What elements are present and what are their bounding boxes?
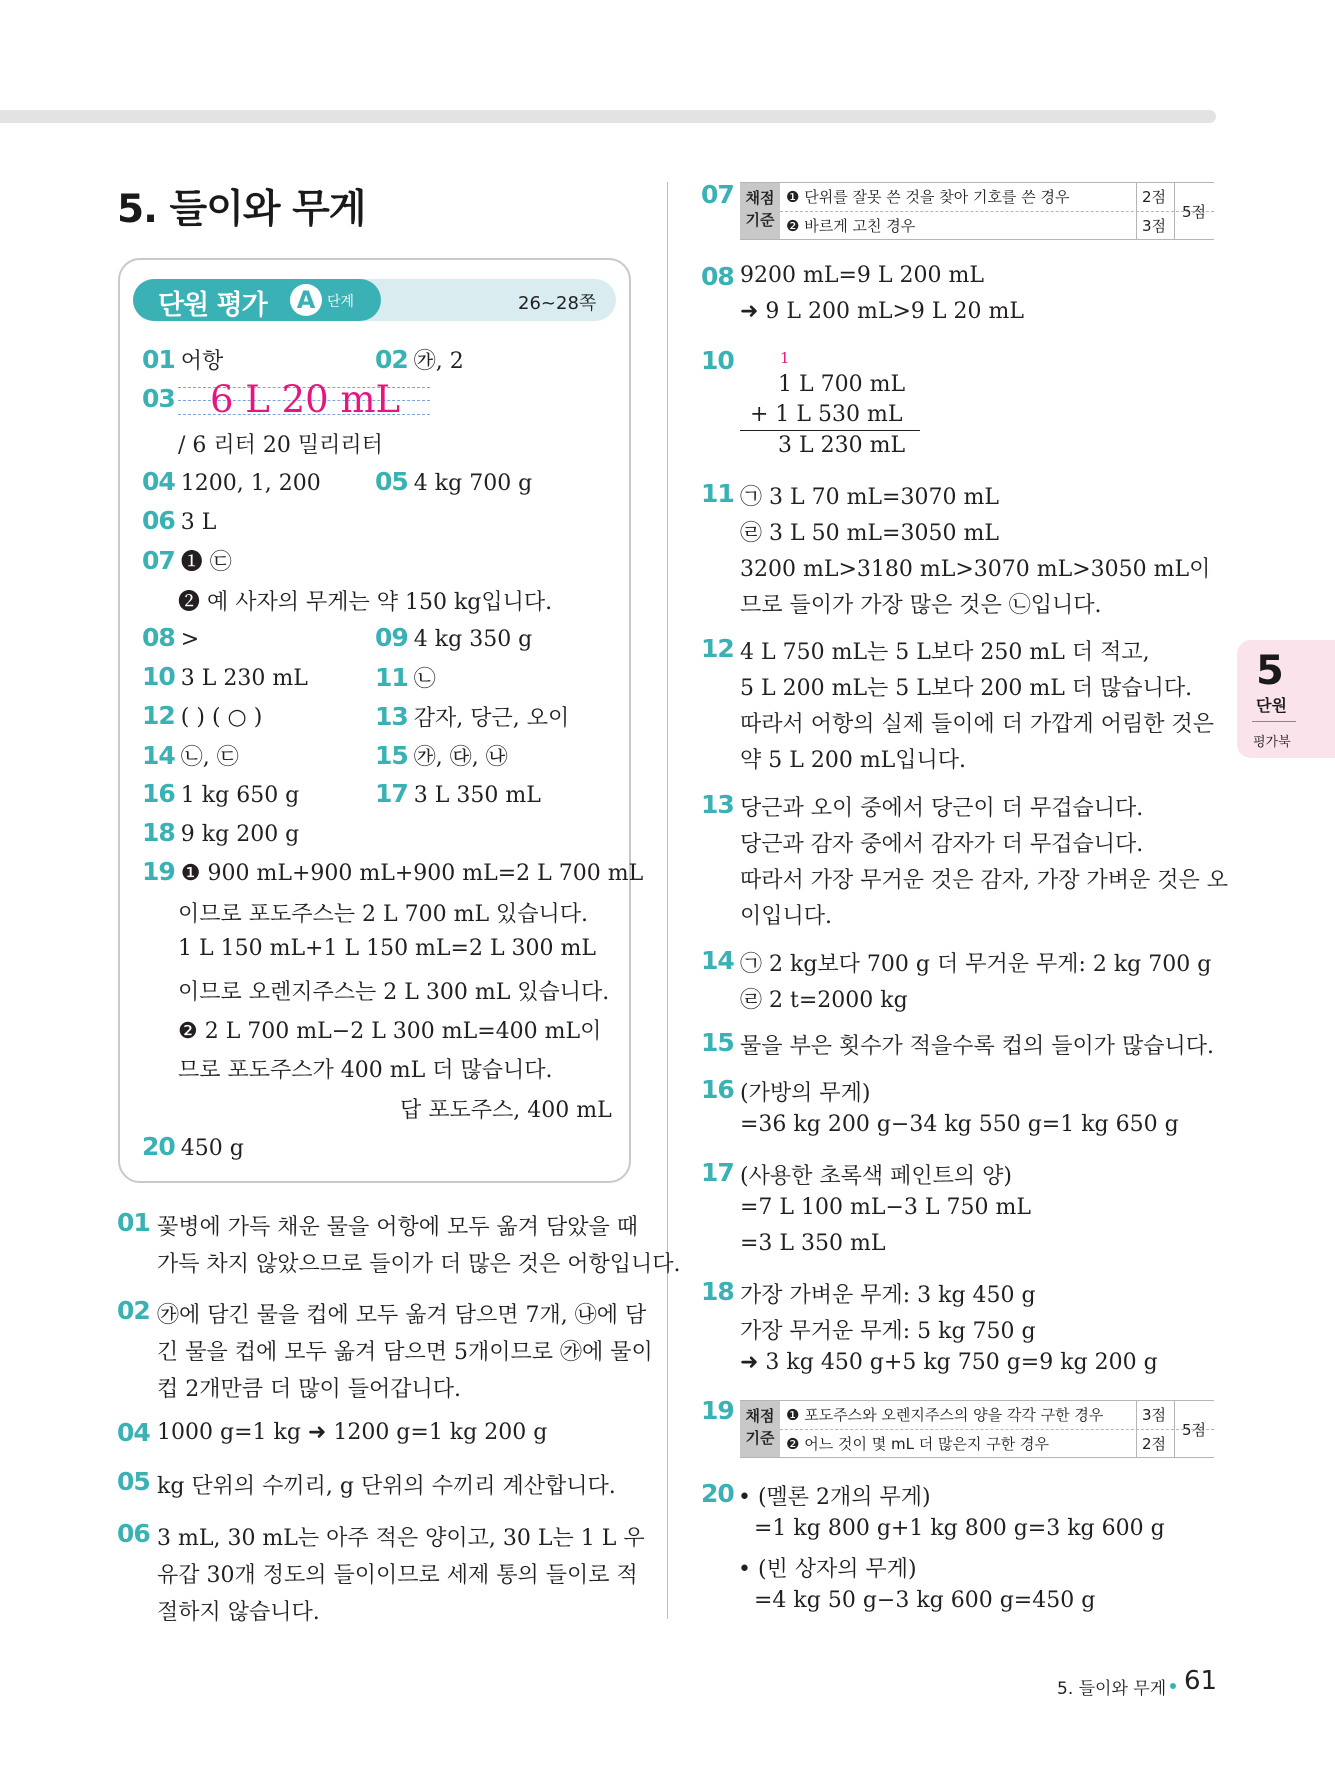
answer-19-line: ❷ 2 L 700 mL−2 L 300 mL=400 mL이: [178, 1019, 602, 1044]
stage-badge: A: [290, 284, 322, 316]
solution-16-line: (가방의 무게): [740, 1081, 871, 1106]
answer-17: 17 3 L 350 mL: [375, 779, 541, 808]
solution-14-line: ㉣ 2 t=2000 kg: [740, 988, 908, 1013]
stage-label: 단계: [327, 294, 355, 310]
scoring-points: 2점: [1142, 188, 1167, 206]
top-bar: [0, 110, 1216, 123]
answer-06: 06 3 L: [142, 506, 217, 535]
solution-06-line: 3 mL, 30 mL는 아주 적은 양이고, 30 L는 1 L 우: [157, 1526, 645, 1551]
scoring-row: ❷ 어느 것이 몇 mL 더 많은지 구한 경우: [786, 1435, 1049, 1453]
chapter-title: 5. 들이와 무게: [117, 187, 366, 232]
solution-13-line: 따라서 가장 무거운 것은 감자, 가장 가벼운 것은 오: [740, 868, 1228, 893]
answer-16: 16 1 kg 650 g: [142, 779, 300, 808]
scoring-row: ❶ 단위를 잘못 쓴 것을 찾아 기호를 쓴 경우: [786, 188, 1070, 206]
scoring-table-19: [740, 1400, 1214, 1458]
footer-chapter: 5. 들이와 무게: [1057, 1679, 1167, 1699]
solution-08-number: 08: [701, 262, 734, 291]
solution-02-line: 컵 2개만큼 더 많이 들어갑니다.: [157, 1377, 461, 1402]
solution-14-number: 14: [701, 946, 734, 975]
answer-19: 19 ❶ 900 mL+900 mL+900 mL=2 L 700 mL: [142, 857, 644, 886]
col-separator: [1136, 183, 1137, 239]
answer-05: 05 4 kg 700 g: [375, 467, 533, 496]
solution-12-line: 약 5 L 200 mL입니다.: [740, 748, 967, 773]
answer-19-line: 이므로 포도주스는 2 L 700 mL 있습니다.: [178, 902, 589, 927]
page-range: 26~28쪽: [518, 293, 597, 314]
solution-20-number: 20: [701, 1479, 734, 1508]
answer-14: 14 ㉡, ㉢: [142, 741, 239, 770]
footer-dot: [1170, 1683, 1176, 1689]
solution-12-number: 12: [701, 634, 734, 663]
solution-02-line: ㉮에 담긴 물을 컵에 모두 옮겨 담으면 7개, ㉯에 담: [157, 1303, 647, 1328]
answer-09: 09 4 kg 350 g: [375, 623, 533, 652]
answer-19-line: 1 L 150 mL+1 L 150 mL=2 L 300 mL: [178, 936, 597, 961]
solution-02-number: 02: [117, 1296, 150, 1325]
addition-line: [740, 430, 920, 431]
solution-13-line: 당근과 오이 중에서 당근이 더 무겁습니다.: [740, 796, 1144, 821]
answer-08: 08 >: [142, 623, 200, 652]
solution-17-line: =3 L 350 mL: [740, 1231, 886, 1256]
scoring-row: ❶ 포도주스와 오렌지주스의 양을 각각 구한 경우: [786, 1406, 1104, 1424]
answer-19-line: 이므로 오렌지주스는 2 L 300 mL 있습니다.: [178, 980, 610, 1005]
answer-10: 10 3 L 230 mL: [142, 662, 308, 691]
scoring-total: 5점: [1182, 203, 1207, 221]
scoring-label: 채점 기준: [740, 183, 780, 239]
solution-20-line: • (멜론 2개의 무게): [738, 1485, 931, 1510]
answer-03-handwritten: 6 L 20 mL: [210, 378, 401, 421]
scoring-label: 채점 기준: [740, 1401, 780, 1457]
solution-16-number: 16: [701, 1075, 734, 1104]
solution-02-line: 긴 물을 컵에 모두 옮겨 담으면 5개이므로 ㉮에 물이: [157, 1340, 653, 1365]
solution-13-line: 당근과 감자 중에서 감자가 더 무겁습니다.: [740, 832, 1144, 857]
solution-06-line: 절하지 않습니다.: [157, 1600, 320, 1625]
answer-03-reading: / 6 리터 20 밀리리터: [178, 433, 383, 458]
solution-17-line: =7 L 100 mL−3 L 750 mL: [740, 1195, 1031, 1220]
solution-16-line: =36 kg 200 g−34 kg 550 g=1 kg 650 g: [740, 1112, 1179, 1137]
addition-result: 3 L 230 mL: [778, 433, 906, 458]
side-tab-number: 5: [1256, 648, 1284, 694]
solution-14-line: ㉠ 2 kg보다 700 g 더 무거운 무게: 2 kg 700 g: [740, 952, 1212, 977]
answer-02: 02 ㉮, 2: [375, 345, 464, 374]
scoring-total: 5점: [1182, 1421, 1207, 1439]
solution-18-line: 가장 가벼운 무게: 3 kg 450 g: [740, 1283, 1036, 1308]
solution-13-line: 이입니다.: [740, 904, 833, 929]
solution-18-line: ➜ 3 kg 450 g+5 kg 750 g=9 kg 200 g: [740, 1350, 1158, 1375]
solution-18-line: 가장 무거운 무게: 5 kg 750 g: [740, 1319, 1036, 1344]
solution-04-line: 1000 g=1 kg ➜ 1200 g=1 kg 200 g: [157, 1420, 548, 1445]
scoring-points: 3점: [1142, 217, 1167, 235]
solution-15-number: 15: [701, 1028, 734, 1057]
answer-12: 12 ( ) ( ○ ): [142, 701, 263, 730]
addition-row: 1 L 700 mL: [778, 372, 906, 397]
col-separator: [1174, 1401, 1175, 1457]
answer-01: 01 어항: [142, 345, 224, 374]
solution-01-line: 가득 차지 않았으므로 들이가 더 많은 것은 어항입니다.: [157, 1252, 681, 1277]
scoring-points: 3점: [1142, 1406, 1167, 1424]
answer-13: 13 감자, 당근, 오이: [375, 702, 570, 731]
solution-12-line: 5 L 200 mL는 5 L보다 200 mL 더 많습니다.: [740, 676, 1193, 701]
scoring-row: ❷ 바르게 고친 경우: [786, 217, 916, 235]
col-separator: [1136, 1401, 1137, 1457]
answer-07: 07 ❶ ㉢: [142, 546, 232, 575]
solution-13-number: 13: [701, 790, 734, 819]
solution-08-line: 9200 mL=9 L 200 mL: [740, 263, 984, 288]
solution-15-line: 물을 부은 횟수가 적을수록 컵의 들이가 많습니다.: [740, 1034, 1214, 1059]
scoring-table-07: [740, 182, 1214, 240]
solution-04-number: 04: [117, 1418, 150, 1447]
carry-digit: 1: [780, 349, 790, 367]
answer-07-part2: ❷ 예 사자의 무게는 약 150 kg입니다.: [178, 590, 553, 615]
solution-11-number: 11: [701, 479, 734, 508]
solution-01-line: 꽃병에 가득 채운 물을 어항에 모두 옮겨 담았을 때: [157, 1215, 638, 1240]
solution-11-line: ㉠ 3 L 70 mL=3070 mL: [740, 485, 999, 510]
answer-15: 15 ㉮, ㉰, ㉯: [375, 741, 508, 770]
solution-20-line: • (빈 상자의 무게): [738, 1557, 917, 1582]
solution-10-number: 10: [701, 346, 734, 375]
solution-12-line: 4 L 750 mL는 5 L보다 250 mL 더 적고,: [740, 640, 1150, 665]
scoring-points: 2점: [1142, 1435, 1167, 1453]
solution-20-line: =1 kg 800 g+1 kg 800 g=3 kg 600 g: [754, 1516, 1165, 1541]
solution-11-line: 므로 들이가 가장 많은 것은 ㉡입니다.: [740, 593, 1102, 618]
solution-11-line: ㉣ 3 L 50 mL=3050 mL: [740, 521, 999, 546]
solution-08-line: ➜ 9 L 200 mL>9 L 20 mL: [740, 299, 1024, 324]
solution-01-number: 01: [117, 1208, 150, 1237]
solution-06-number: 06: [117, 1519, 150, 1548]
solution-05-line: kg 단위의 수끼리, g 단위의 수끼리 계산합니다.: [157, 1474, 616, 1499]
solution-18-number: 18: [701, 1277, 734, 1306]
answer-18: 18 9 kg 200 g: [142, 818, 300, 847]
answer-19-line: 므로 포도주스가 400 mL 더 많습니다.: [178, 1058, 553, 1083]
answer-19-final: 답 포도주스, 400 mL: [400, 1098, 612, 1123]
side-tab-unit: 단원: [1256, 696, 1287, 715]
solution-06-line: 유갑 30개 정도의 들이이므로 세제 통의 들이로 적: [157, 1563, 638, 1588]
solution-17-number: 17: [701, 1158, 734, 1187]
column-divider: [667, 182, 668, 1619]
answer-11: 11 ㉡: [375, 663, 436, 692]
answer-03-number: 03: [142, 384, 175, 413]
solution-17-line: (사용한 초록색 페인트의 양): [740, 1164, 1012, 1189]
page-number: 61: [1184, 1666, 1218, 1696]
side-tab-divider: [1252, 721, 1296, 722]
answer-04: 04 1200, 1, 200: [142, 467, 321, 496]
solution-19-number: 19: [701, 1396, 734, 1425]
solution-12-line: 따라서 어항의 실제 들이에 더 가깝게 어림한 것은: [740, 712, 1214, 737]
solution-11-line: 3200 mL>3180 mL>3070 mL>3050 mL이: [740, 557, 1211, 582]
box-title: 단원 평가: [158, 290, 267, 321]
col-separator: [1174, 183, 1175, 239]
solution-20-line: =4 kg 50 g−3 kg 600 g=450 g: [754, 1588, 1096, 1613]
side-tab-book: 평가북: [1253, 735, 1291, 750]
solution-07-number: 07: [701, 180, 734, 209]
solution-05-number: 05: [117, 1467, 150, 1496]
addition-row: + 1 L 530 mL: [750, 402, 903, 427]
answer-20: 20 450 g: [142, 1132, 244, 1161]
